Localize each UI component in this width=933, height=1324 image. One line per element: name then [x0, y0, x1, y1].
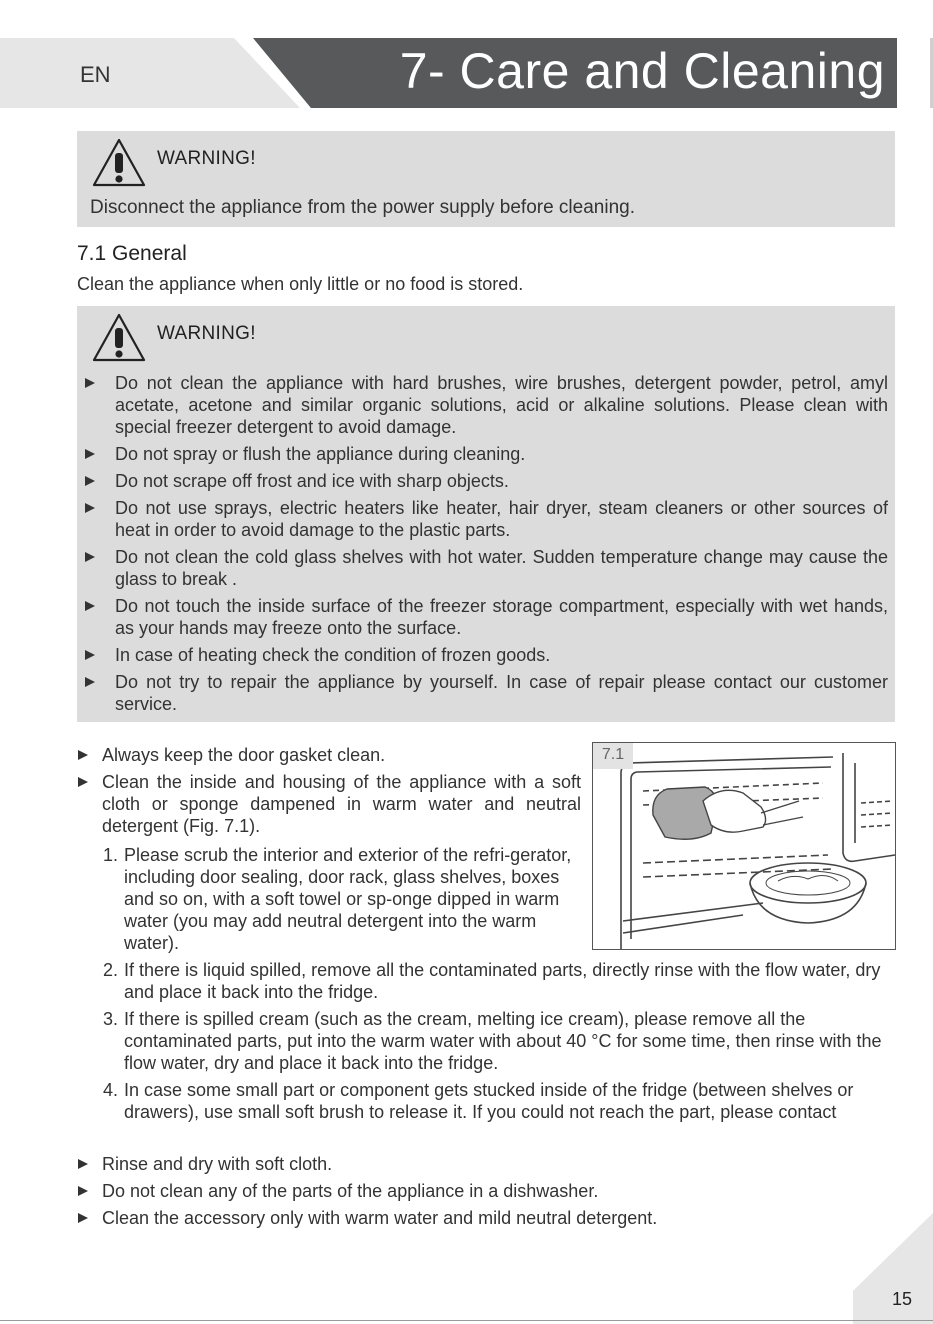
- list-item: Do not try to repair the appliance by yourself. In case of repair please contact our customer service.: [85, 671, 888, 715]
- list-item: Do not touch the inside surface of the freezer storage compartment, especially with wet hands, as your hands may freeze onto the surface.: [85, 595, 888, 639]
- list-item: Do not use sprays, electric heaters like heater, hair dryer, steam cleaners or other sources of heat in order to avoid damage to the plastic parts.: [85, 497, 888, 541]
- warning-triangle-icon: [91, 312, 147, 364]
- list-item: Clean the inside and housing of the appliance with a soft cloth or sponge dampened in warm water and neutral detergent (Fig. 7.1).: [78, 771, 581, 837]
- cleaning-steps-narrow: [103, 844, 578, 959]
- triangle-bullet-icon: [85, 601, 95, 611]
- list-item: Do not scrape off frost and ice with sharp objects.: [85, 470, 888, 492]
- list-item: Rinse and dry with soft cloth.: [78, 1153, 898, 1175]
- triangle-bullet-icon: [85, 378, 95, 388]
- page-number: 15: [892, 1289, 913, 1309]
- step-item: 2. If there is liquid spilled, remove all the contaminated parts, directly rinse with the flow water, dry and place it back into the fridge.: [103, 960, 881, 1002]
- list-item: In case of heating check the condition of frozen goods.: [85, 644, 888, 666]
- triangle-bullet-icon: [78, 1186, 88, 1196]
- list-item: Do not clean any of the parts of the appliance in a dishwasher.: [78, 1180, 898, 1202]
- section-intro: Clean the appliance when only little or no food is stored.: [77, 274, 524, 294]
- cleaning-list-bottom: [78, 1153, 898, 1234]
- warning-box-power: [77, 131, 895, 227]
- warning-label: WARNING!: [157, 323, 256, 344]
- triangle-bullet-icon: [85, 503, 95, 513]
- warning-triangle-icon: [91, 137, 147, 189]
- triangle-bullet-icon: [85, 449, 95, 459]
- warning-label: WARNING!: [157, 148, 256, 169]
- language-tab: [0, 38, 300, 108]
- list-item: Do not clean the appliance with hard brushes, wire brushes, detergent powder, petrol, amyl acetate, acetone and similar organic solutions, acid or alkaline solutions. Please clean with special freezer detergent to avoid damage.: [85, 372, 888, 438]
- triangle-bullet-icon: [78, 1213, 88, 1223]
- triangle-bullet-icon: [85, 476, 95, 486]
- cleaning-list-top: [78, 744, 581, 842]
- figure-label: 7.1: [593, 743, 633, 769]
- figure-7-1: [592, 742, 896, 950]
- section-heading: 7.1 General: [77, 242, 187, 265]
- cleaning-steps-wide: [103, 959, 903, 1128]
- triangle-bullet-icon: [78, 777, 88, 787]
- triangle-bullet-icon: [85, 677, 95, 687]
- chapter-title: 7- Care and Cleaning: [399, 43, 885, 99]
- triangle-bullet-icon: [85, 650, 95, 660]
- list-item: Always keep the door gasket clean.: [78, 744, 581, 766]
- list-item: Clean the accessory only with warm water and mild neutral detergent.: [78, 1207, 898, 1229]
- triangle-bullet-icon: [85, 552, 95, 562]
- step-item: 1. Please scrub the interior and exterior of the refri-gerator, including door sealing, door rack, glass shelves, boxes and so on, with a soft towel or sp-onge dipped in warm water (you may add neutral detergent into the warm water).: [103, 845, 572, 953]
- list-item: Do not spray or flush the appliance during cleaning.: [85, 443, 888, 465]
- triangle-bullet-icon: [78, 750, 88, 760]
- triangle-bullet-icon: [78, 1159, 88, 1169]
- step-item: 4. In case some small part or component gets stucked inside of the fridge (between shelves or drawers), use small soft brush to release it. If you could not reach the part, please contact: [103, 1080, 854, 1122]
- step-item: 3. If there is spilled cream (such as the cream, melting ice cream), please remove all the contaminated parts, put into the warm water with about 40 °C for some time, then rinse with the flow water, dry and place it back into the fridge.: [103, 1009, 882, 1073]
- language-label: EN: [80, 62, 111, 87]
- bottom-rule: [0, 1320, 933, 1321]
- warning-text: Disconnect the appliance from the power supply before cleaning.: [90, 197, 635, 218]
- list-item: Do not clean the cold glass shelves with hot water. Sudden temperature change may cause the glass to break .: [85, 546, 888, 590]
- warning-list: [85, 372, 888, 720]
- cleaning-illustration: [593, 743, 895, 949]
